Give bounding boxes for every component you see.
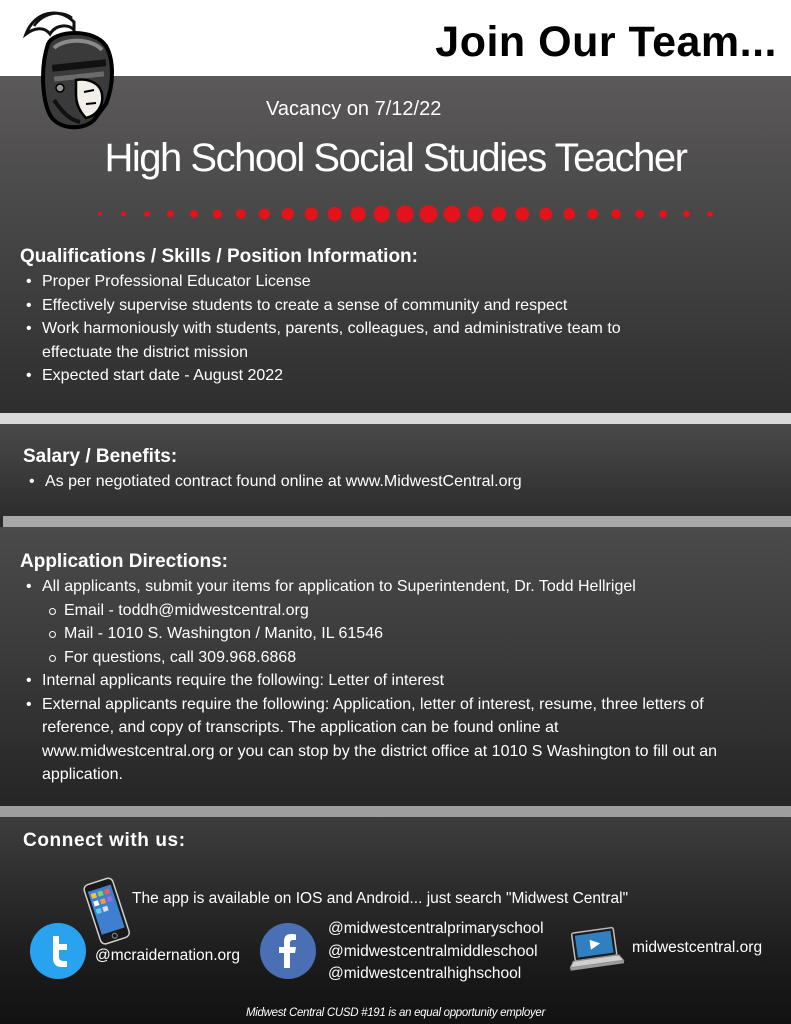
red-dot bbox=[373, 206, 389, 222]
page-title: Join Our Team... bbox=[435, 18, 777, 66]
red-dot bbox=[236, 209, 246, 219]
red-dot bbox=[491, 207, 506, 222]
red-dot bbox=[611, 209, 621, 219]
list-item: Email - toddh@midwestcentral.org bbox=[42, 599, 732, 623]
knight-helmet-mascot-icon bbox=[14, 4, 124, 134]
connect-heading: Connect with us: bbox=[23, 830, 186, 851]
footer-text: Midwest Central CUSD #191 is an equal opportunity employer bbox=[245, 1007, 545, 1019]
list-item bbox=[20, 575, 732, 669]
application-list bbox=[20, 575, 732, 787]
red-dot bbox=[587, 209, 598, 220]
red-dot bbox=[683, 211, 690, 218]
qualifications-list bbox=[20, 270, 680, 388]
salary-list bbox=[23, 470, 743, 494]
red-dot bbox=[305, 207, 318, 220]
website-link[interactable]: midwestcentral.org bbox=[632, 939, 763, 956]
section-divider bbox=[3, 516, 791, 527]
facebook-icon[interactable] bbox=[259, 922, 317, 980]
twitter-handle[interactable]: @mcraidernation.org bbox=[95, 947, 240, 964]
red-dot bbox=[539, 208, 552, 221]
dot-divider bbox=[90, 196, 720, 232]
red-dot bbox=[707, 211, 713, 217]
qualifications-heading: Qualifications / Skills / Position Information: bbox=[20, 246, 418, 267]
application-heading: Application Directions: bbox=[20, 551, 228, 572]
app-availability-text: The app is available on IOS and Android... just search "Midwest Central" bbox=[132, 890, 629, 907]
red-dot bbox=[659, 210, 667, 218]
laptop-icon bbox=[564, 924, 628, 976]
job-title: High School Social Studies Teacher bbox=[104, 136, 687, 180]
red-dot bbox=[396, 205, 413, 222]
list-item: • External applicants require the following: Application, letter of interest, resume, three letters of reference, and copy of transcripts. The application can be found online at www.midwestcentral.org or you can stop by the district office at 1010 S Washington to fill out an application. bbox=[20, 693, 732, 787]
red-dot bbox=[515, 207, 529, 221]
contact-sublist bbox=[42, 599, 732, 670]
red-dot bbox=[121, 211, 126, 216]
section-divider bbox=[0, 413, 791, 424]
facebook-pages bbox=[328, 918, 544, 986]
red-dot bbox=[635, 210, 644, 219]
twitter-icon[interactable] bbox=[29, 922, 87, 980]
red-dot bbox=[420, 205, 438, 223]
red-dot bbox=[213, 209, 222, 218]
list-item: • Expected start date - August 2022 bbox=[20, 364, 680, 388]
red-dot bbox=[328, 207, 342, 221]
list-item: For questions, call 309.968.6868 bbox=[42, 646, 732, 670]
red-dot bbox=[190, 210, 198, 218]
red-dot bbox=[282, 208, 294, 220]
facebook-page-link[interactable]: @midwestcentralmiddleschool bbox=[328, 942, 538, 960]
list-item: • As per negotiated contract found online at www.MidwestCentral.org bbox=[23, 470, 743, 494]
red-dot bbox=[468, 206, 484, 222]
red-dot bbox=[98, 212, 102, 216]
red-dot bbox=[167, 210, 174, 217]
red-dot bbox=[144, 211, 150, 217]
list-item: • Work harmoniously with students, parents, colleagues, and administrative team to effectuate the district mission bbox=[20, 317, 680, 364]
red-dot bbox=[350, 206, 365, 221]
section-divider bbox=[0, 806, 791, 817]
red-dot bbox=[259, 208, 270, 219]
list-item: • Effectively supervise students to create a sense of community and respect bbox=[20, 294, 680, 318]
list-item: • Internal applicants require the following: Letter of interest bbox=[20, 669, 732, 693]
red-dot bbox=[444, 206, 461, 223]
salary-heading: Salary / Benefits: bbox=[23, 446, 178, 467]
facebook-page-link[interactable]: @midwestcentralprimaryschool bbox=[328, 920, 544, 937]
facebook-page-link[interactable]: @midwestcentralhighschool bbox=[328, 965, 522, 982]
list-item: • Proper Professional Educator License bbox=[20, 270, 680, 294]
application-item-text: All applicants, submit your items for application to Superintendent, Dr. Todd Hellrigel bbox=[42, 578, 636, 595]
list-item: Mail - 1010 S. Washington / Manito, IL 61546 bbox=[42, 622, 732, 646]
vacancy-date: Vacancy on 7/12/22 bbox=[266, 98, 442, 120]
red-dot bbox=[563, 208, 575, 220]
